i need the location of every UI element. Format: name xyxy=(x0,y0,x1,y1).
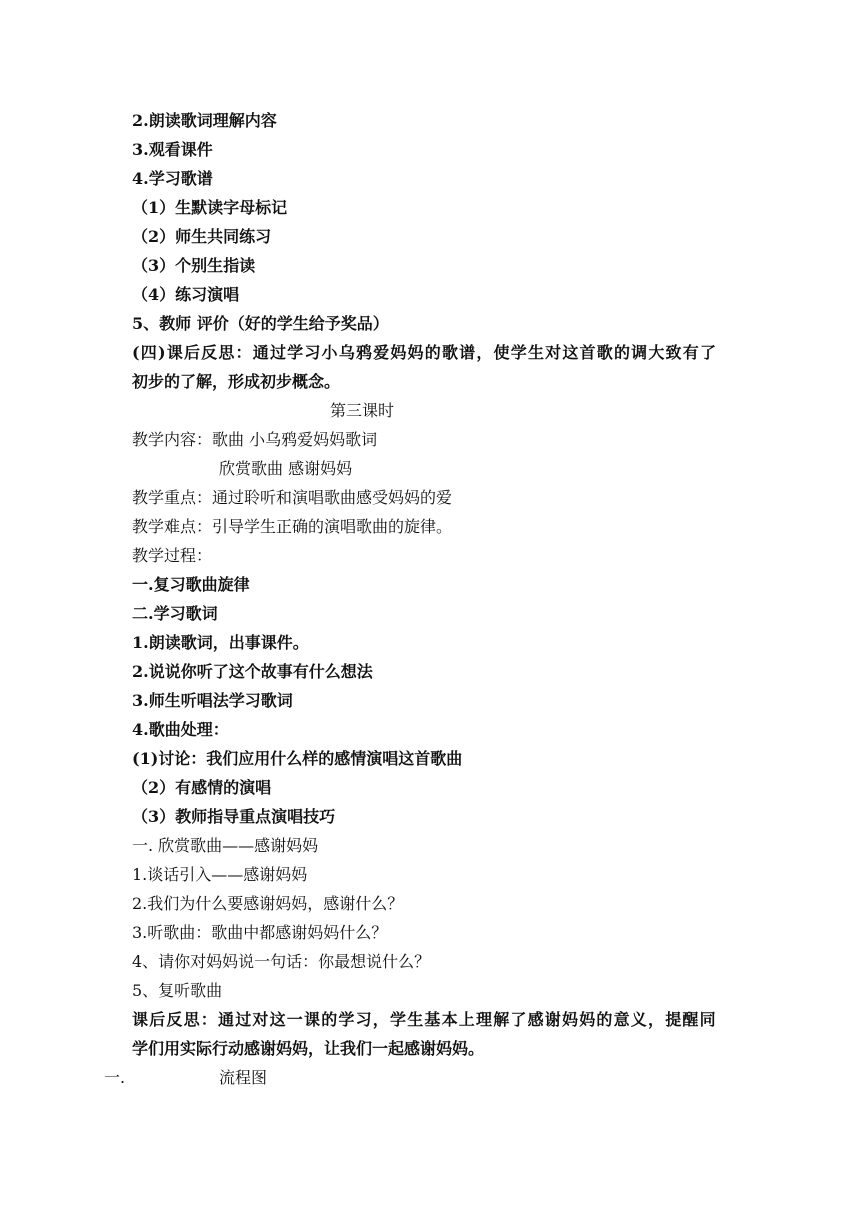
appreciation-step-1: 1.谈话引入——感谢妈妈 xyxy=(132,865,308,884)
lyrics-step-3: 3.师生听唱法学习歌词 xyxy=(132,691,293,710)
lyrics-step-1: 1.朗读歌词，出事课件。 xyxy=(132,633,309,652)
teaching-key-point: 教学重点：通过聆听和演唱歌曲感受妈妈的爱 xyxy=(132,488,453,507)
teaching-content-line2: 欣赏歌曲 感谢妈妈 xyxy=(219,459,353,478)
step-learn-score: 4.学习歌谱 xyxy=(132,169,213,188)
final-reflection-line1: 课后反思：通过对这一课的学习，学生基本上理解了感谢妈妈的意义，提醒同 xyxy=(132,1010,717,1029)
processing-substep-3: （3）教师指导重点演唱技巧 xyxy=(132,807,336,826)
footer-section-number: 一. xyxy=(104,1068,126,1087)
appreciation-step-5: 5、复听歌曲 xyxy=(132,981,223,1000)
appreciation-step-4: 4、请你对妈妈说一句话：你最想说什么？ xyxy=(132,952,431,971)
footer-flowchart-label: 流程图 xyxy=(219,1068,268,1087)
step-watch-courseware: 3.观看课件 xyxy=(132,140,213,159)
step-read-lyrics: 2.朗读歌词理解内容 xyxy=(132,111,277,130)
reflection-paragraph-line1: (四)课后反思：通过学习小乌鸦爱妈妈的歌谱，使学生对这首歌的调大致有了 xyxy=(132,343,718,362)
reflection-paragraph-line2: 初步的了解，形成初步概念。 xyxy=(132,372,341,391)
step-teacher-evaluation: 5、教师 评价（好的学生给予奖品） xyxy=(132,314,389,333)
substep-practice-singing: （4）练习演唱 xyxy=(132,285,240,304)
teaching-difficulty: 教学难点：引导学生正确的演唱歌曲的旋律。 xyxy=(132,517,453,536)
appreciation-heading: 一. 欣赏歌曲——感谢妈妈 xyxy=(132,836,319,855)
lyrics-step-2: 2.说说你听了这个故事有什么想法 xyxy=(132,662,373,681)
substep-practice-together: （2）师生共同练习 xyxy=(132,227,272,246)
substep-silent-read: （1）生默读字母标记 xyxy=(132,198,288,217)
appreciation-step-3: 3.听歌曲：歌曲中都感谢妈妈什么？ xyxy=(132,923,388,942)
final-reflection-line2: 学们用实际行动感谢妈妈，让我们一起感谢妈妈。 xyxy=(132,1039,485,1058)
section-review-melody: 一.复习歌曲旋律 xyxy=(132,575,250,594)
processing-substep-1: (1)讨论：我们应用什么样的感情演唱这首歌曲 xyxy=(132,749,463,768)
appreciation-step-2: 2.我们为什么要感谢妈妈，感谢什么？ xyxy=(132,894,404,913)
lyrics-step-4: 4.歌曲处理： xyxy=(132,720,229,739)
processing-substep-2: （2）有感情的演唱 xyxy=(132,778,272,797)
teaching-process-label: 教学过程： xyxy=(132,546,213,565)
section-learn-lyrics: 二.学习歌词 xyxy=(132,604,218,623)
lesson-title: 第三课时 xyxy=(330,401,395,420)
substep-individual-read: （3）个别生指读 xyxy=(132,256,256,275)
teaching-content-line1: 教学内容：歌曲 小乌鸦爱妈妈歌词 xyxy=(132,430,378,449)
